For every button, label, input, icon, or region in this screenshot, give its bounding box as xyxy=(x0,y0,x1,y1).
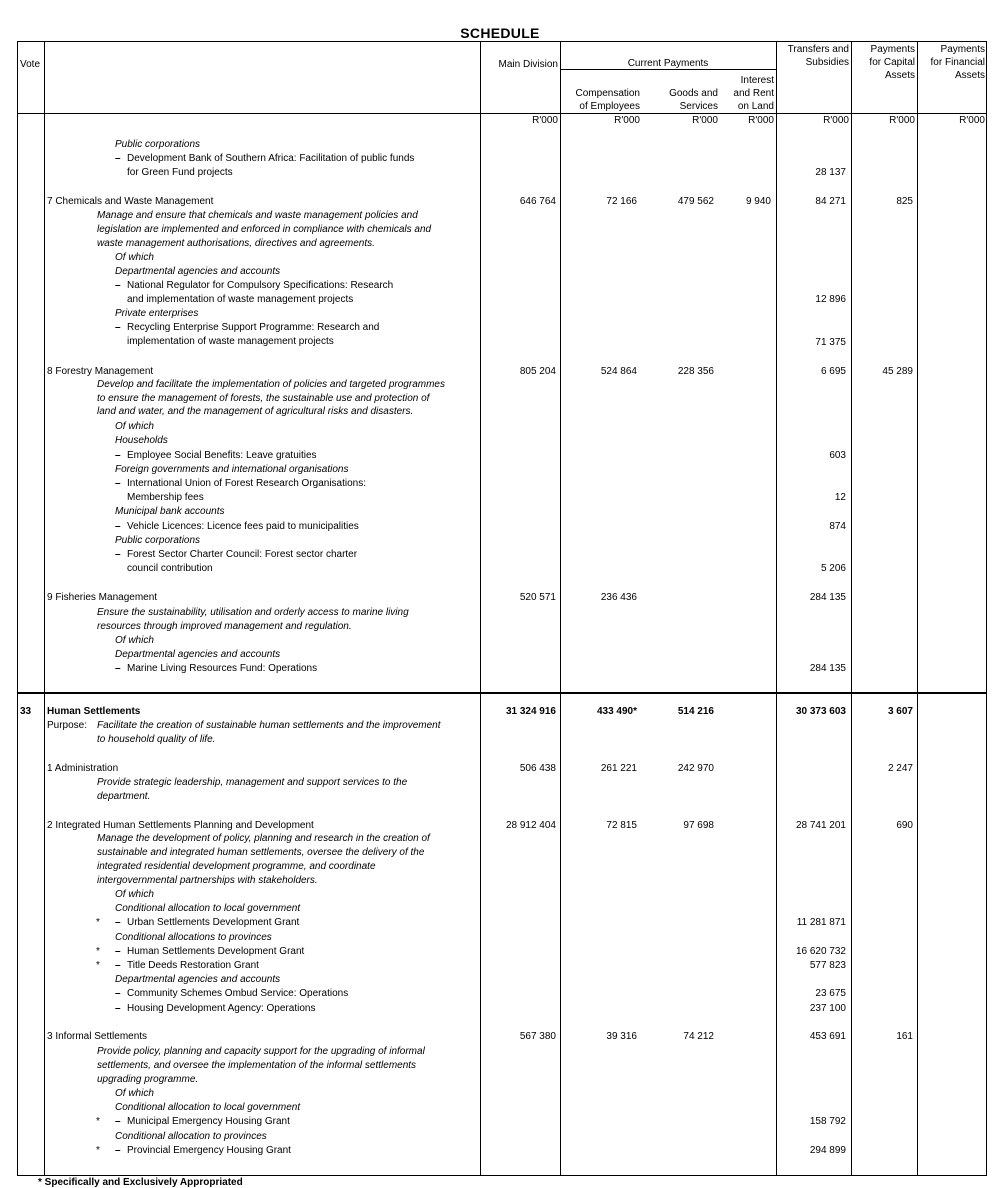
row-description: Purpose: xyxy=(47,720,88,731)
amount-trans: 28 741 201 xyxy=(795,820,846,831)
table-row xyxy=(0,138,1000,152)
table-row xyxy=(0,152,1000,166)
table-row xyxy=(0,1030,1000,1044)
amount-goods: 97 698 xyxy=(683,820,714,831)
row-description: Departmental agencies and accounts xyxy=(115,974,281,985)
table-row xyxy=(0,1115,1000,1129)
header-vote: Vote xyxy=(20,59,41,70)
row-description: Manage and ensure that chemicals and waste management policies and xyxy=(97,210,418,221)
table-row xyxy=(0,209,1000,223)
amount-comp: 261 221 xyxy=(600,763,637,774)
amount-trans: 16 620 732 xyxy=(795,946,846,957)
row-description: – Housing Development Agency: Operations xyxy=(115,1002,315,1016)
row-description: department. xyxy=(97,791,151,802)
table-row xyxy=(0,819,1000,833)
table-row xyxy=(0,237,1000,251)
row-description: – Provincial Emergency Housing Grant xyxy=(115,1144,291,1158)
unit-capital: R'000 xyxy=(889,115,915,126)
appropriation-marker: * xyxy=(96,960,100,971)
amount-trans: 84 271 xyxy=(815,196,846,207)
header-capital-3: Assets xyxy=(884,70,915,81)
table-row xyxy=(0,1073,1000,1087)
amount-goods: 514 216 xyxy=(677,706,714,717)
row-description: Provide strategic leadership, management and support services to the xyxy=(97,777,408,788)
row-description: Conditional allocation to local government xyxy=(115,1102,301,1113)
amount-comp: 524 864 xyxy=(600,366,637,377)
header-compensation-1: Compensation xyxy=(575,88,640,99)
amount-comp: 39 316 xyxy=(606,1031,637,1042)
row-description: land and water, and the management of agricultural risks and disasters. xyxy=(97,406,414,417)
table-row xyxy=(0,1045,1000,1059)
amount-main: 646 764 xyxy=(519,196,556,207)
unit-interest: R'000 xyxy=(748,115,774,126)
row-description: Conditional allocation to local government xyxy=(115,903,301,914)
table-row xyxy=(0,434,1000,448)
appropriation-marker: * xyxy=(96,1116,100,1127)
amount-trans: 28 137 xyxy=(815,167,846,178)
table-row xyxy=(0,477,1000,491)
appropriation-marker: * xyxy=(96,1145,100,1156)
header-compensation-2: of Employees xyxy=(579,101,640,112)
row-description: – Urban Settlements Development Grant xyxy=(115,916,299,930)
table-row xyxy=(0,562,1000,576)
row-description: waste management authorisations, directives and agreements. xyxy=(97,238,375,249)
table-row xyxy=(0,620,1000,634)
row-description: Ensure the sustainability, utilisation and orderly access to marine living xyxy=(97,607,409,618)
table-row xyxy=(0,420,1000,434)
table-row xyxy=(0,265,1000,279)
amount-trans: 6 695 xyxy=(820,366,846,377)
amount-trans: 158 792 xyxy=(809,1116,846,1127)
footnote: * Specifically and Exclusively Appropriated xyxy=(38,1177,243,1188)
table-row xyxy=(0,1087,1000,1101)
table-row xyxy=(0,973,1000,987)
row-description: Private enterprises xyxy=(115,308,199,319)
row-description: Of which xyxy=(115,1088,154,1099)
header-interest-3: on Land xyxy=(737,101,774,112)
table-row xyxy=(0,776,1000,790)
table-row xyxy=(0,916,1000,930)
amount-trans: 603 xyxy=(829,450,846,461)
row-description: to household quality of life. xyxy=(97,734,216,745)
row-description: council contribution xyxy=(127,563,213,574)
row-description: Develop and facilitate the implementation of policies and targeted programmes xyxy=(97,379,445,390)
row-description: Households xyxy=(115,435,168,446)
vote-number: 33 xyxy=(20,706,32,717)
header-transfers-1: Transfers and xyxy=(787,44,849,55)
table-row xyxy=(0,1144,1000,1158)
amount-trans: 284 135 xyxy=(809,592,846,603)
unit-financial: R'000 xyxy=(959,115,985,126)
table-row xyxy=(0,378,1000,392)
amount-comp: 72 815 xyxy=(606,820,637,831)
table-row xyxy=(0,293,1000,307)
table-row xyxy=(0,195,1000,209)
table-row xyxy=(0,888,1000,902)
row-description: legislation are implemented and enforced in compliance with chemicals and xyxy=(97,224,432,235)
table-row xyxy=(0,365,1000,379)
row-description: – Marine Living Resources Fund: Operations xyxy=(115,662,317,676)
table-row xyxy=(0,719,1000,733)
amount-main: 506 438 xyxy=(519,763,556,774)
row-description: 1 Administration xyxy=(47,763,119,774)
table-row xyxy=(0,606,1000,620)
amount-main: 567 380 xyxy=(519,1031,556,1042)
appropriation-marker: * xyxy=(96,917,100,928)
amount-cap: 45 289 xyxy=(882,366,913,377)
table-row xyxy=(0,463,1000,477)
amount-main: 31 324 916 xyxy=(505,706,556,717)
table-row xyxy=(0,279,1000,293)
amount-trans: 577 823 xyxy=(809,960,846,971)
header-interest-1: Interest xyxy=(740,75,774,86)
table-row xyxy=(0,548,1000,562)
table-row xyxy=(0,662,1000,676)
table-row xyxy=(0,520,1000,534)
header-goods-1: Goods and xyxy=(669,88,718,99)
amount-main: 28 912 404 xyxy=(505,820,556,831)
table-row xyxy=(0,251,1000,265)
table-row xyxy=(0,591,1000,605)
table-row xyxy=(0,634,1000,648)
row-description: – Recycling Enterprise Support Programme: Research and xyxy=(115,321,379,335)
table-row xyxy=(0,1101,1000,1115)
amount-cap: 2 247 xyxy=(887,763,913,774)
table-row xyxy=(0,860,1000,874)
amount-main: 520 571 xyxy=(519,592,556,603)
row-description: 7 Chemicals and Waste Management xyxy=(47,196,214,207)
row-description: – International Union of Forest Research Organisations: xyxy=(115,477,366,491)
amount-goods: 242 970 xyxy=(677,763,714,774)
header-capital-1: Payments xyxy=(870,44,915,55)
amount-int: 9 940 xyxy=(745,196,771,207)
vote-separator-rule xyxy=(17,692,987,694)
header-financial-2: for Financial xyxy=(930,57,985,68)
row-description: Of which xyxy=(115,252,154,263)
header-capital-2: for Capital xyxy=(869,57,915,68)
table-row xyxy=(0,846,1000,860)
row-description: Foreign governments and international organisations xyxy=(115,464,349,475)
row-description: intergovernmental partnerships with stakeholders. xyxy=(97,875,318,886)
row-description: Of which xyxy=(115,421,154,432)
appropriation-marker: * xyxy=(96,946,100,957)
row-description: Departmental agencies and accounts xyxy=(115,266,281,277)
row-description: integrated residential development programme, and coordinate xyxy=(97,861,376,872)
row-description: Municipal bank accounts xyxy=(115,506,225,517)
purpose-text: Facilitate the creation of sustainable human settlements and the improvement xyxy=(97,720,441,731)
table-row xyxy=(0,790,1000,804)
table-row xyxy=(0,1059,1000,1073)
amount-trans: 71 375 xyxy=(815,337,846,348)
table-row xyxy=(0,1002,1000,1016)
table-row xyxy=(0,902,1000,916)
row-description: – Municipal Emergency Housing Grant xyxy=(115,1115,290,1129)
row-description: for Green Fund projects xyxy=(127,167,233,178)
amount-main: 805 204 xyxy=(519,366,556,377)
table-row xyxy=(0,505,1000,519)
header-transfers-2: Subsidies xyxy=(805,57,849,68)
row-description: upgrading programme. xyxy=(97,1074,199,1085)
table-row xyxy=(0,491,1000,505)
unit-transfers: R'000 xyxy=(823,115,849,126)
row-description: – Development Bank of Southern Africa: Facilitation of public funds xyxy=(115,152,414,166)
row-description: sustainable and integrated human settlements, oversee the delivery of the xyxy=(97,847,425,858)
row-description: 3 Informal Settlements xyxy=(47,1031,148,1042)
table-row xyxy=(0,832,1000,846)
table-row xyxy=(0,987,1000,1001)
row-description: implementation of waste management projects xyxy=(127,336,334,347)
row-description: Departmental agencies and accounts xyxy=(115,649,281,660)
table-row xyxy=(0,307,1000,321)
row-description: resources through improved management and regulation. xyxy=(97,621,352,632)
header-financial-3: Assets xyxy=(954,70,985,81)
amount-trans: 294 899 xyxy=(809,1145,846,1156)
row-description: – Community Schemes Ombud Service: Operations xyxy=(115,987,348,1001)
amount-goods: 74 212 xyxy=(683,1031,714,1042)
row-description: Public corporations xyxy=(115,535,201,546)
table-row xyxy=(0,931,1000,945)
table-row xyxy=(0,449,1000,463)
header-current-payments: Current Payments xyxy=(627,58,709,69)
row-description: 8 Forestry Management xyxy=(47,366,154,377)
row-description: – Title Deeds Restoration Grant xyxy=(115,959,259,973)
row-description: – Employee Social Benefits: Leave gratuities xyxy=(115,449,317,463)
unit-main: R'000 xyxy=(532,115,558,126)
table-row xyxy=(0,336,1000,350)
amount-trans: 284 135 xyxy=(809,663,846,674)
amount-trans: 5 206 xyxy=(820,563,846,574)
amount-comp: 433 490* xyxy=(596,706,637,717)
amount-trans: 30 373 603 xyxy=(795,706,846,717)
row-description: Conditional allocation to provinces xyxy=(115,1131,267,1142)
header-goods-2: Services xyxy=(679,101,718,112)
table-row xyxy=(0,945,1000,959)
amount-trans: 23 675 xyxy=(815,988,846,999)
amount-cap: 3 607 xyxy=(887,706,913,717)
amount-goods: 228 356 xyxy=(677,366,714,377)
row-description: – Human Settlements Development Grant xyxy=(115,945,304,959)
row-description: – Forest Sector Charter Council: Forest sector charter xyxy=(115,548,357,562)
table-row xyxy=(0,959,1000,973)
table-row xyxy=(0,166,1000,180)
amount-cap: 161 xyxy=(896,1031,913,1042)
amount-trans: 453 691 xyxy=(809,1031,846,1042)
table-row xyxy=(0,874,1000,888)
row-description: – Vehicle Licences: Licence fees paid to municipalities xyxy=(115,520,359,534)
row-description: Manage the development of policy, planning and research in the creation of xyxy=(97,833,430,844)
table-row xyxy=(0,321,1000,335)
row-description: 9 Fisheries Management xyxy=(47,592,158,603)
header-interest-2: and Rent xyxy=(733,88,774,99)
table-row xyxy=(0,223,1000,237)
amount-goods: 479 562 xyxy=(677,196,714,207)
table-row xyxy=(0,762,1000,776)
row-description: to ensure the management of forests, the sustainable use and protection of xyxy=(97,393,430,404)
amount-trans: 237 100 xyxy=(809,1003,846,1014)
row-description: Conditional allocations to provinces xyxy=(115,932,272,943)
amount-cap: 690 xyxy=(896,820,913,831)
table-row xyxy=(0,648,1000,662)
table-row xyxy=(0,405,1000,419)
unit-compensation: R'000 xyxy=(614,115,640,126)
amount-trans: 12 896 xyxy=(815,294,846,305)
unit-goods: R'000 xyxy=(692,115,718,126)
row-description: Public corporations xyxy=(115,139,201,150)
table-row xyxy=(0,705,1000,719)
table-row xyxy=(0,534,1000,548)
amount-comp: 72 166 xyxy=(606,196,637,207)
row-description: settlements, and oversee the implementation of the informal settlements xyxy=(97,1060,417,1071)
amount-cap: 825 xyxy=(896,196,913,207)
row-description: Of which xyxy=(115,635,154,646)
row-description: Provide policy, planning and capacity support for the upgrading of informal xyxy=(97,1046,425,1057)
header-financial-1: Payments xyxy=(940,44,985,55)
header-main-division: Main Division xyxy=(498,59,558,70)
row-description: 2 Integrated Human Settlements Planning and Development xyxy=(47,820,314,831)
amount-trans: 11 281 871 xyxy=(796,917,846,928)
table-row xyxy=(0,733,1000,747)
amount-trans: 12 xyxy=(834,492,846,503)
amount-comp: 236 436 xyxy=(600,592,637,603)
amount-trans: 874 xyxy=(829,521,846,532)
table-row xyxy=(0,392,1000,406)
row-description: Membership fees xyxy=(127,492,204,503)
row-description: – National Regulator for Compulsory Specifications: Research xyxy=(115,279,393,293)
row-description: Of which xyxy=(115,889,154,900)
row-description: Human Settlements xyxy=(47,706,141,717)
row-description: and implementation of waste management projects xyxy=(127,294,354,305)
page-title: SCHEDULE xyxy=(460,25,540,41)
table-row xyxy=(0,1130,1000,1144)
